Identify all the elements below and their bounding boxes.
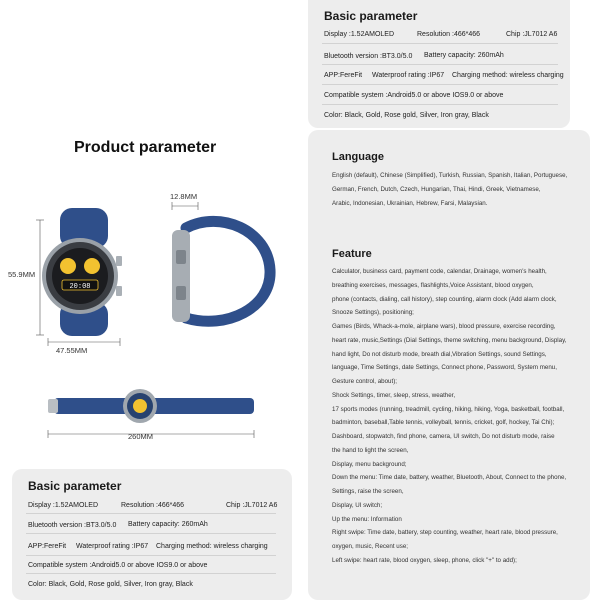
feature-line: the hand to light the screen, [332, 446, 409, 454]
spec-battery: Battery capacity: 260mAh [128, 521, 208, 528]
feature-line: phone (contacts, dialing, call history), step counting, alarm clock (Add alarm clock, [332, 295, 557, 303]
feature-line: hand light, Do not disturb mode, breath dial,Vibration Settings, sound Settings, [332, 350, 547, 358]
feature-line: Shock Settings, timer, sleep, stress, weather, [332, 391, 456, 399]
spec-chip: Chip :JL7012 A6 [506, 31, 558, 38]
watch-flat-illustration [40, 382, 270, 444]
feature-line: Down the menu: Time date, battery, weather, Bluetooth, About, Connect to the phone, [332, 474, 567, 482]
language-line: English (default), Chinese (Simplified), Turkish, Russian, Spanish, Italian, Portuguese, [332, 172, 568, 179]
divider [26, 555, 276, 556]
basic-parameter-card-top [308, 0, 570, 128]
watch-face [52, 248, 108, 304]
spec-app: APP:FereFit [28, 543, 67, 550]
divider [322, 84, 558, 85]
feature-line: language, Time Settings, date Settings, Connect phone, Password, System menu, [332, 364, 557, 372]
spec-color: Color: Black, Gold, Rose gold, Silver, Iron gray, Black [28, 581, 193, 588]
length-dimension-label: 260MM [128, 432, 154, 441]
watch-case-side [172, 230, 190, 322]
basic-parameter-title: Basic parameter [324, 9, 418, 23]
divider [26, 573, 276, 574]
feature-list [332, 265, 566, 568]
feature-line: Calculator, business card, payment code, calendar, Drainage, women's health, [332, 268, 547, 275]
language-title: Language [332, 151, 384, 163]
spec-compatible: Compatible system :Android5.0 or above IOS9.0 or above [28, 562, 208, 569]
divider [322, 104, 558, 105]
feature-line: Display, menu background; [332, 460, 407, 468]
feature-line: oxygen, music, Recent use; [332, 543, 409, 550]
feature-line: Snooze Settings), positioning; [332, 309, 414, 317]
watch-side-illustration [150, 190, 290, 340]
divider [26, 513, 276, 514]
spec-chip: Chip :JL7012 A6 [226, 502, 278, 509]
spec-bluetooth: Bluetooth version :BT3.0/5.0 [324, 53, 413, 60]
spec-charging: Charging method: wireless charging [156, 543, 268, 550]
language-feature-card [308, 130, 590, 600]
feature-line: Right swipe: Time date, battery, step counting, weather, heart rate, blood pressure, [332, 529, 558, 537]
divider [322, 64, 558, 65]
spec-display: Display :1.52AMOLED [28, 502, 99, 509]
feature-line: 17 sports modes (running, treadmill, cycling, hiking, hiking, Yoga, basketball, football, [332, 405, 565, 413]
feature-line: Left swipe: heart rate, blood oxygen, sleep, phone, click "+" to add); [332, 556, 517, 564]
spec-display: Display :1.52AMOLED [324, 31, 395, 38]
product-parameter-title: Product parameter [74, 139, 217, 156]
feature-line: Settings, raise the screen, [332, 488, 404, 495]
feature-line: badminton, baseball,Table tennis, volleyball, tennis, cricket, golf, hockey, Tai Chi); [332, 419, 555, 427]
thickness-dimension-label: 12.8MM [170, 192, 198, 201]
feature-line: Display, UI switch; [332, 501, 383, 509]
spec-color: Color: Black, Gold, Rose gold, Silver, Iron gray, Black [324, 112, 489, 119]
watch-crown-button [116, 256, 122, 266]
watch-front-illustration [0, 190, 160, 360]
language-line: German, French, Dutch, Czech, Hungarian, Thai, Hindi, Greek, Vietnamese, [332, 185, 541, 193]
spec-resolution: Resolution :466*466 [121, 502, 185, 509]
width-dimension-label: 47.55MM [56, 346, 88, 355]
feature-line: Up the menu: Information [332, 515, 402, 523]
spec-battery: Battery capacity: 260mAh [424, 52, 504, 59]
language-line: Arabic, Indonesian, Ukrainian, Hebrew, Farsi, Malaysian. [332, 199, 488, 207]
spec-resolution: Resolution :466*466 [417, 31, 481, 38]
basic-parameter-card-bottom [12, 469, 292, 600]
basic-parameter-title: Basic parameter [28, 479, 122, 493]
divider [26, 533, 276, 534]
language-list [332, 169, 567, 210]
spec-app: APP:FereFit [324, 72, 363, 79]
feature-line: heart rate, music,Settings (Dial Settings, theme switching, menu background, Display, [332, 336, 567, 344]
watch-time-display: 20:08 [69, 283, 91, 291]
watch-band-side [186, 221, 270, 321]
feature-title: Feature [332, 248, 372, 260]
spec-charging: Charging method: wireless charging [452, 72, 564, 79]
spec-waterproof: Waterproof rating :IP67 [76, 543, 149, 550]
height-dimension-label: 55.9MM [8, 270, 36, 279]
band-buckle [48, 399, 58, 413]
spec-bluetooth: Bluetooth version :BT3.0/5.0 [28, 522, 117, 529]
spec-waterproof: Waterproof rating :IP67 [372, 72, 445, 79]
feature-line: Gesture control, about); [332, 378, 398, 385]
feature-line: Games (Birds, Whack-a-mole, airplane wars), blood pressure, exercise recording, [332, 323, 556, 330]
feature-line: Dashboard, stopwatch, find phone, camera, UI switch, Do not disturb mode, raise [332, 433, 555, 440]
watch-side-button [116, 286, 122, 296]
divider [322, 43, 558, 44]
feature-line: breathing exercises, messages, flashlights,Voice Assistant, blood oxygen, [332, 281, 534, 289]
spec-compatible: Compatible system :Android5.0 or above IOS9.0 or above [324, 92, 504, 99]
